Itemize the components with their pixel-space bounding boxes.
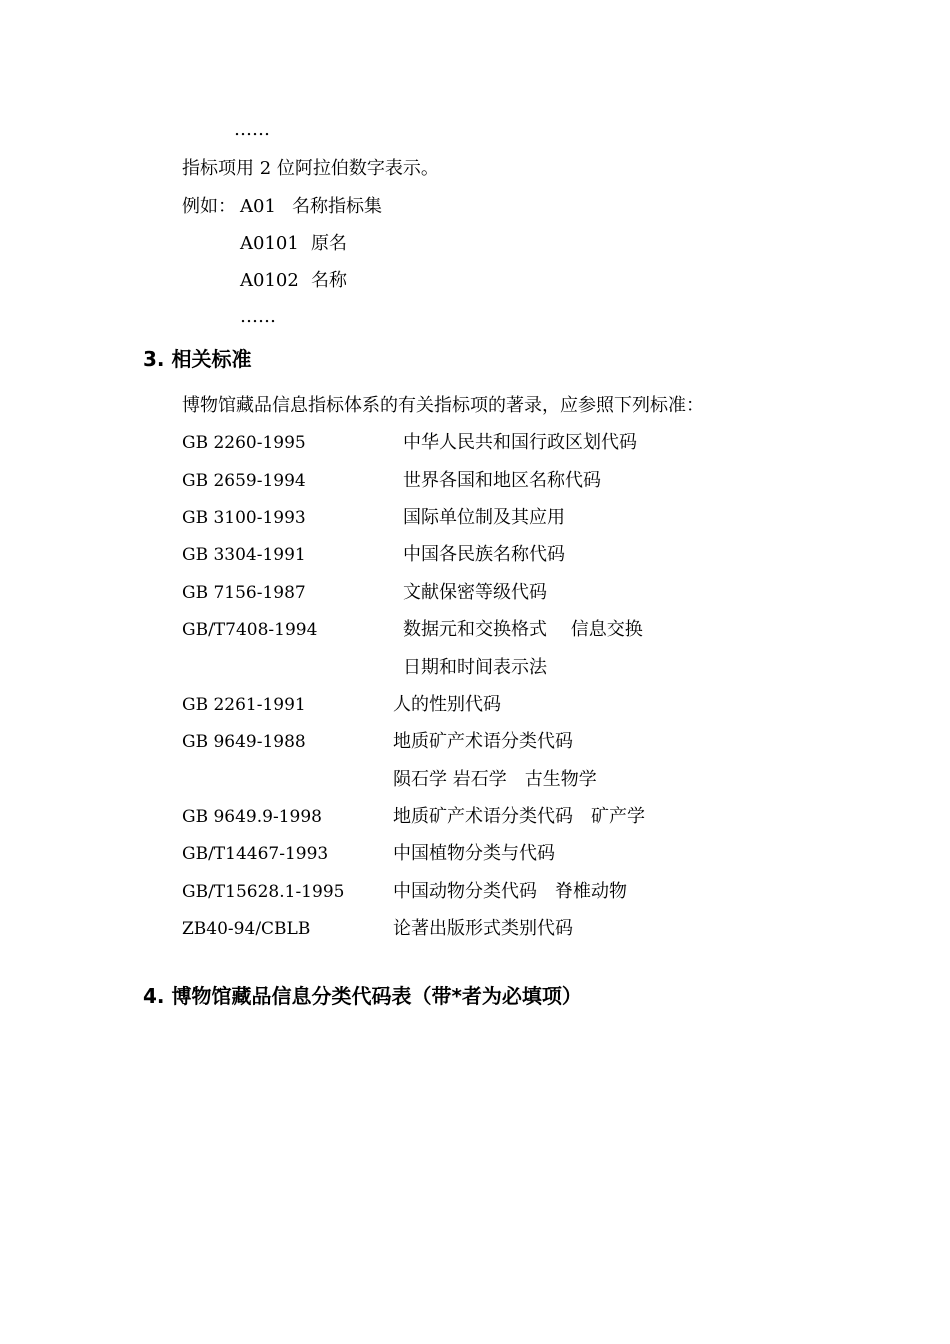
section-3-heading: 3. 相关标准 xyxy=(143,347,252,371)
standard-title: 文献保密等级代码 xyxy=(403,582,547,603)
standard-code: ZB40-94/CBLB xyxy=(182,919,311,939)
standard-title: 中国各民族名称代码 xyxy=(403,544,565,565)
standard-title: 世界各国和地区名称代码 xyxy=(403,470,601,491)
standard-code: GB 9649.9-1998 xyxy=(182,807,322,827)
section-4-heading: 4. 博物馆藏品信息分类代码表（带*者为必填项） xyxy=(143,984,582,1008)
example-name: 原名 xyxy=(311,233,347,254)
standard-code: GB 3304-1991 xyxy=(182,545,306,565)
standard-title: 中国植物分类与代码 xyxy=(393,843,555,864)
standard-title: 数据元和交换格式 信息交换 xyxy=(403,619,643,640)
standard-title: 国际单位制及其应用 xyxy=(403,507,565,528)
standard-code: GB 2659-1994 xyxy=(182,471,306,491)
standard-title: 中华人民共和国行政区划代码 xyxy=(403,432,637,453)
standard-title: 陨石学 岩石学 古生物学 xyxy=(393,769,597,790)
example-code: A0101 xyxy=(240,233,299,254)
standard-title: 人的性别代码 xyxy=(393,694,501,715)
standards-intro: 博物馆藏品信息指标体系的有关指标项的著录，应参照下列标准： xyxy=(182,395,704,416)
standard-code: GB/T14467-1993 xyxy=(182,844,329,864)
standard-title: 地质矿产术语分类代码 xyxy=(393,731,573,752)
standard-code: GB 7156-1987 xyxy=(182,583,306,603)
example-name: 名称 xyxy=(311,270,347,291)
example-code: A0102 xyxy=(240,270,299,291)
standard-title: 论著出版形式类别代码 xyxy=(393,918,573,939)
standard-title: 地质矿产术语分类代码 矿产学 xyxy=(393,806,645,827)
standard-code: GB 2261-1991 xyxy=(182,695,306,715)
ellipsis-top: …… xyxy=(234,119,270,140)
example-name: 名称指标集 xyxy=(292,196,382,217)
example-code: A01 xyxy=(240,196,276,217)
standard-code: GB 2260-1995 xyxy=(182,433,306,453)
ellipsis-bottom: …… xyxy=(240,306,276,327)
index-note: 指标项用 2 位阿拉伯数字表示。 xyxy=(182,158,439,179)
standard-code: GB 9649-1988 xyxy=(182,732,306,752)
standard-title: 中国动物分类代码 脊椎动物 xyxy=(393,881,627,902)
standard-code: GB/T7408-1994 xyxy=(182,620,318,640)
standard-title: 日期和时间表示法 xyxy=(403,657,547,678)
standard-code: GB/T15628.1-1995 xyxy=(182,882,345,902)
standard-code: GB 3100-1993 xyxy=(182,508,306,528)
example-label: 例如： xyxy=(182,196,236,217)
